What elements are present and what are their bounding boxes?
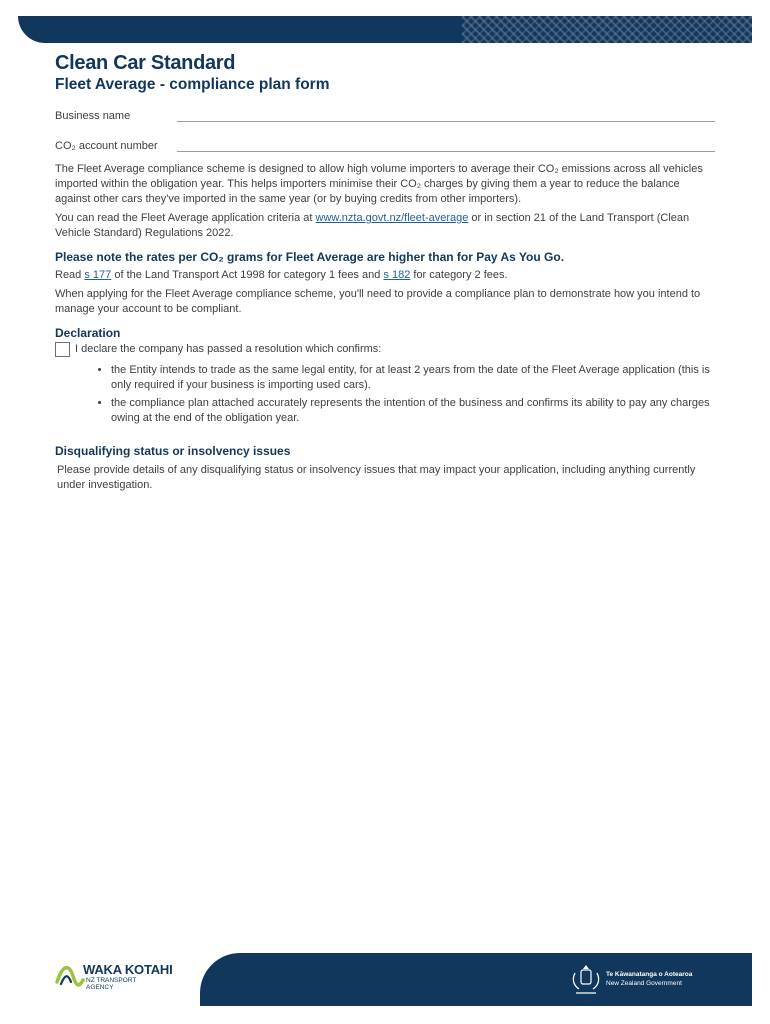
business-name-label: Business name [55, 110, 131, 122]
co2-account-row [55, 136, 715, 152]
declaration-checkbox[interactable] [55, 342, 70, 357]
nz-gov-maori-name: Te Kāwanatanga o Aotearoa [606, 971, 693, 978]
declaration-list [55, 363, 715, 426]
fleet-average-link[interactable]: www.nzta.govt.nz/fleet-average [315, 212, 469, 224]
nz-gov-english-name: New Zealand Government [606, 980, 682, 987]
criteria-text-after: or in section 21 of the Land Transport (Clean Vehicle Standard) Regulations 2022. [55, 212, 690, 239]
fees-text-before: Read [55, 269, 85, 281]
disqualifying-text: Please provide details of any disqualifying status or insolvency issues that may impact your application, including anything currently under investigation. [57, 464, 696, 491]
fees-paragraph [55, 268, 715, 283]
nz-government-logo [570, 963, 730, 997]
declaration-checkbox-label: I declare the company has passed a resolution which confirms: [75, 343, 382, 355]
header-band [18, 16, 752, 43]
s177-link[interactable]: s 177 [84, 269, 112, 281]
disqualifying-heading: Disqualifying status or insolvency issues [55, 444, 291, 458]
header-pattern [462, 16, 752, 43]
page-title: Clean Car Standard [55, 52, 236, 74]
page-subtitle: Fleet Average - compliance plan form [55, 76, 330, 93]
declaration-item: • the compliance plan attached accurately represents the intention of the business and confirms its ability to pay any charges owing at the end of the obligation year. [111, 396, 715, 426]
compliance-plan-paragraph: When applying for the Fleet Average compliance scheme, you'll need to provide a compliance plan to demonstrate how you intend to manage your account to be compliant. [55, 288, 701, 315]
criteria-text-before: You can read the Fleet Average application criteria at [55, 212, 316, 224]
declaration-heading: Declaration [55, 326, 121, 340]
co2-account-label: CO₂ account number [55, 140, 158, 152]
fees-text-middle: of the Land Transport Act 1998 for category 1 fees and [111, 269, 384, 281]
fees-text-after: for category 2 fees. [410, 269, 508, 281]
intro-paragraph: The Fleet Average compliance scheme is designed to allow high volume importers to average their CO₂ emissions across all vehicles imported within the obligation year. This helps importers minimise their CO₂ charges by giving them a year to reduce the balance against other cars they've imported in the same year (or by buying credits from other importers). [55, 163, 703, 205]
rates-note-heading: Please note the rates per CO₂ grams for Fleet Average are higher than for Pay As You Go. [55, 250, 565, 264]
declaration-checkbox-row [55, 342, 715, 357]
waka-kotahi-subtitle [86, 977, 136, 991]
declaration-item: • the Entity intends to trade as the same legal entity, for at least 2 years from the date of the Fleet Average application (this is only required if your business is importing used cars). [111, 363, 715, 393]
nz-coat-of-arms-icon [570, 963, 602, 997]
criteria-paragraph [55, 211, 715, 241]
waka-kotahi-name: WAKA KOTAHI [83, 962, 173, 977]
co2-account-field[interactable] [177, 139, 715, 152]
business-name-field[interactable] [177, 109, 715, 122]
s182-link[interactable]: s 182 [383, 269, 411, 281]
waka-kotahi-sub-line2: AGENCY [86, 984, 114, 991]
waka-kotahi-sub-line1: NZ TRANSPORT [86, 977, 137, 984]
business-name-row [55, 106, 715, 122]
form-content [55, 52, 715, 493]
